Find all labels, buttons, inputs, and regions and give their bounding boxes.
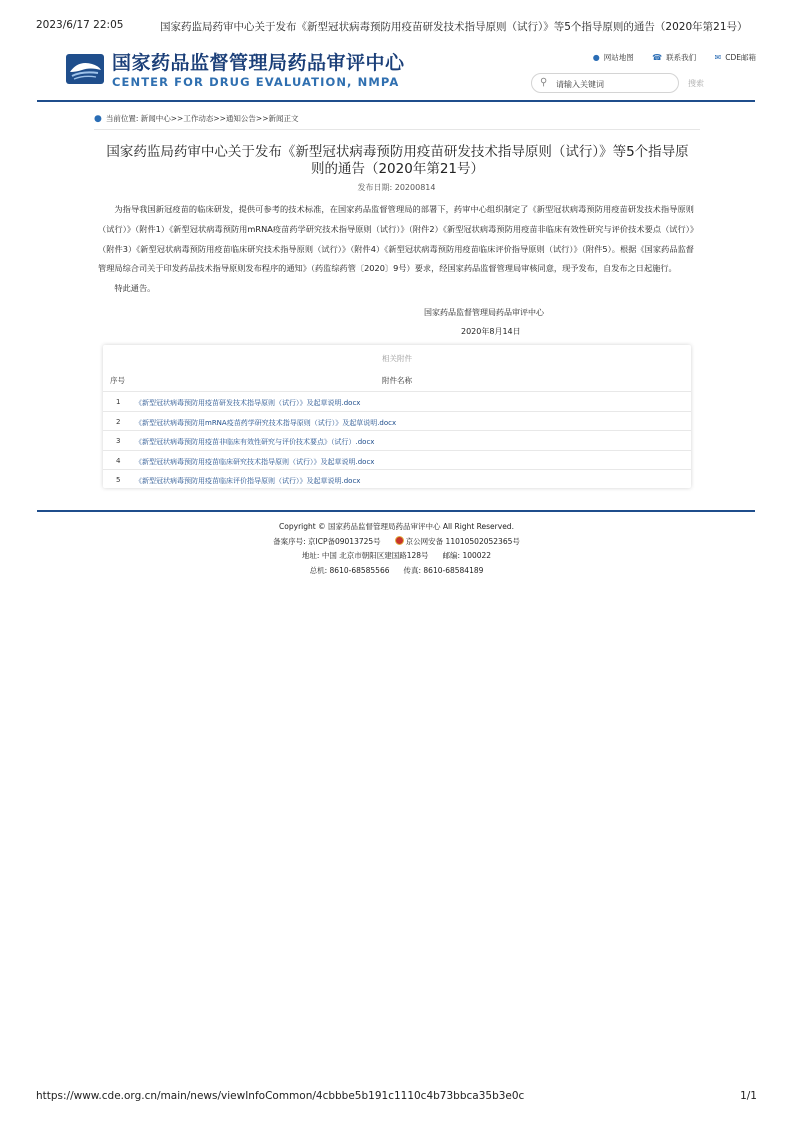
copyright-text: Copyright © 国家药品监督管理局药品审评中心 All Right Reserved. xyxy=(279,522,514,531)
site-header xyxy=(62,46,762,98)
address-line xyxy=(0,549,793,564)
breadcrumb-text[interactable]: 当前位置: 新闻中心>>工作动态>>通知公告>>新闻正文 xyxy=(105,114,299,123)
signature-date: 2020年8月14日 xyxy=(461,327,521,336)
row-number: 5 xyxy=(116,476,121,484)
footer-divider xyxy=(37,510,755,512)
location-icon: ● xyxy=(592,53,600,62)
location-icon: ● xyxy=(94,114,102,124)
contact-line xyxy=(0,564,793,579)
publish-date: 发布日期: 20200814 xyxy=(357,183,436,192)
fax-text: 传真: 8610-68584189 xyxy=(403,565,484,575)
attachment-link[interactable]: 《新型冠状病毒预防用疫苗临床评价指导原则（试行）》及起草说明.docx xyxy=(135,477,361,485)
print-url: https://www.cde.org.cn/main/news/viewInfoCommon/4cbbbe5b191c1110c4b73bbca35b3e0c xyxy=(36,1090,525,1102)
article-body xyxy=(98,200,694,299)
brand-name-cn: 国家药品监督管理局药品审评中心 xyxy=(112,52,405,74)
row-number: 4 xyxy=(116,456,121,465)
table-row xyxy=(103,430,691,450)
brand-name-en: CENTER FOR DRUG EVALUATION, NMPA xyxy=(112,75,400,89)
breadcrumb[interactable] xyxy=(94,113,298,124)
print-timestamp: 2023/6/17 22:05 xyxy=(36,19,124,31)
table-row xyxy=(103,411,691,431)
row-number: 1 xyxy=(116,398,121,406)
row-number: 3 xyxy=(116,437,121,445)
search-icon: ⚲ xyxy=(540,77,548,88)
print-page-title: 国家药监局药审中心关于发布《新型冠状病毒预防用疫苗研发技术指导原则（试行）》等5个指导原则的通告（2020年第21号） xyxy=(160,21,748,33)
icp-link[interactable]: 备案序号: 京ICP备09013725号 xyxy=(273,536,381,546)
phone-text: 总机: 8610-68585566 xyxy=(309,565,390,575)
header-divider xyxy=(37,100,755,102)
address-text: 地址: 中国 北京市朝阳区建国路128号 xyxy=(301,551,429,560)
site-footer xyxy=(0,520,793,578)
search-button[interactable]: 搜索 xyxy=(688,79,704,88)
search-input[interactable] xyxy=(531,73,679,93)
attachment-link[interactable]: 《新型冠状病毒预防用mRNA疫苗药学研究技术指导原则（试行）》及起草说明.docx xyxy=(135,418,397,427)
postcode-text: 邮编: 100022 xyxy=(442,551,492,560)
table-row xyxy=(103,469,691,489)
row-number: 2 xyxy=(116,417,121,426)
police-record-link[interactable]: 京公网安备 11010502052365号 xyxy=(405,536,520,546)
phone-icon: ☎ xyxy=(652,53,663,62)
page-title: 国家药监局药审中心关于发布《新型冠状病毒预防用疫苗研发技术指导原则（试行）》等5个指导原则的通告（2020年第21号） xyxy=(106,144,689,177)
search-placeholder: 请输入关键词 xyxy=(556,80,604,89)
cde-mail-link[interactable]: ✉ CDE邮箱 xyxy=(714,53,756,62)
signature-org: 国家药品监督管理局药品审评中心 xyxy=(424,308,544,317)
table-header xyxy=(103,369,691,391)
top-links xyxy=(577,52,756,63)
police-badge-icon xyxy=(395,536,404,545)
article-paragraph: 为指导我国新冠疫苗的临床研发，提供可参考的技术标准，在国家药品监督管理局的部署下，药审中心组织制定了《新型冠状病毒预防用疫苗研发技术指导原则（试行）》（附件1）《新型冠状病毒预防用mRNA疫苗药学研究技术指导原则（试行）》（附件2）《新型冠状病毒预防用疫苗非临床有效性研究与评价技术要点（试行）》（附件3）《新型冠状病毒预防用疫苗临床研究技术指导原则（试行）》（附件4）《新型冠状病毒预防用疫苗临床评价指导原则（试行）》（附件5）。根据《国家药品监督管理局综合司关于印发药品技术指导原则发布程序的通知》（药监综药管〔2020〕9号）要求，经国家药品监督管理局审核同意，现予发布，自发布之日起施行。 xyxy=(98,204,694,274)
attachments-table xyxy=(103,345,691,488)
print-page-number: 1/1 xyxy=(740,1090,757,1102)
cde-logo-icon[interactable] xyxy=(66,54,104,84)
print-header xyxy=(36,19,757,33)
sitemap-link[interactable]: ● 网站地图 xyxy=(592,53,634,62)
attachment-link[interactable]: 《新型冠状病毒预防用疫苗临床研究技术指导原则（试行）》及起草说明.docx xyxy=(135,457,375,466)
column-header-name: 附件名称 xyxy=(382,376,412,385)
attachments-caption: 相关附件 xyxy=(382,354,412,363)
column-header-no: 序号 xyxy=(110,376,125,385)
contact-link[interactable]: ☎ 联系我们 xyxy=(652,53,697,62)
article-paragraph: 特此通告。 xyxy=(114,283,156,294)
table-row xyxy=(103,450,691,470)
table-row xyxy=(103,391,691,411)
registration-line xyxy=(0,535,793,550)
mail-icon: ✉ xyxy=(714,53,722,62)
attachment-link[interactable]: 《新型冠状病毒预防用疫苗研发技术指导原则（试行）》及起草说明.docx xyxy=(135,399,361,407)
breadcrumb-divider xyxy=(94,129,700,130)
attachment-link[interactable]: 《新型冠状病毒预防用疫苗非临床有效性研究与评价技术要点》（试行）.docx xyxy=(135,438,375,446)
